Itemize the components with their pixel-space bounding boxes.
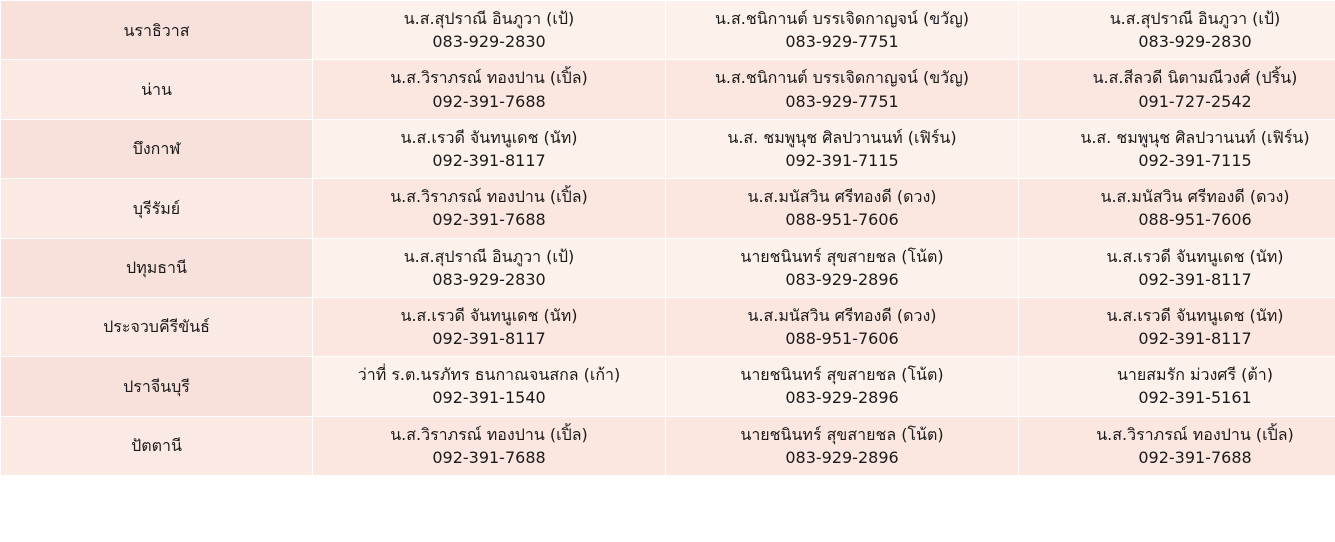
contact-name: นายชนินทร์ สุขสายชล (โน้ต) xyxy=(740,246,944,266)
contact-phone: 092-391-7115 xyxy=(1138,150,1252,170)
contact-phone: 083-929-2896 xyxy=(785,388,899,408)
contact-cell xyxy=(666,238,1019,297)
province-cell xyxy=(1,119,313,178)
table-row xyxy=(1,357,1335,416)
province-name: ประจวบคีรีขันธ์ xyxy=(103,317,210,337)
contact-phone: 088-951-7606 xyxy=(1138,210,1252,230)
contact-cell xyxy=(1019,60,1335,119)
contact-cell xyxy=(1019,357,1335,416)
contact-name: น.ส.เรวดี จันทนูเดช (นัท) xyxy=(400,305,578,325)
contact-phone: 083-929-7751 xyxy=(785,32,899,52)
province-cell xyxy=(1,179,313,238)
contact-cell xyxy=(666,1,1019,60)
contact-name: น.ส.เรวดี จันทนูเดช (นัท) xyxy=(1106,246,1284,266)
contact-cell xyxy=(313,416,666,475)
province-cell xyxy=(1,357,313,416)
contact-phone: 092-391-8117 xyxy=(432,150,546,170)
province-name: นราธิวาส xyxy=(123,20,190,40)
province-cell xyxy=(1,416,313,475)
contact-cell xyxy=(313,357,666,416)
contact-phone: 091-727-2542 xyxy=(1138,91,1252,111)
contact-name: น.ส.วิราภรณ์ ทองปาน (เปิ้ล) xyxy=(390,68,588,88)
contact-phone: 083-929-2830 xyxy=(1138,32,1252,52)
contact-phone: 092-391-7688 xyxy=(1138,447,1252,467)
contact-name: น.ส.เรวดี จันทนูเดช (นัท) xyxy=(400,127,578,147)
contact-name: น.ส.เรวดี จันทนูเดช (นัท) xyxy=(1106,305,1284,325)
province-name: น่าน xyxy=(141,79,172,99)
contact-cell xyxy=(666,119,1019,178)
contact-name: น.ส.มนัสวิน ศรีทองดี (ดวง) xyxy=(747,187,937,207)
contact-name: น.ส.วิราภรณ์ ทองปาน (เปิ้ล) xyxy=(1096,424,1294,444)
table-row xyxy=(1,416,1335,475)
contact-phone: 092-391-5161 xyxy=(1138,388,1252,408)
contact-name: น.ส.สีลวดี นิตามณีวงศ์ (ปริ้น) xyxy=(1092,68,1298,88)
contact-phone: 083-929-2830 xyxy=(432,32,546,52)
contact-name: น.ส.มนัสวิน ศรีทองดี (ดวง) xyxy=(1100,187,1290,207)
contact-phone: 092-391-8117 xyxy=(1138,269,1252,289)
contact-cell xyxy=(1019,119,1335,178)
contact-name: น.ส.ชนิกานต์ บรรเจิดกาญจน์ (ขวัญ) xyxy=(714,68,970,88)
contact-name: ว่าที่ ร.ต.นรภัทร ธนกาณจนสกล (เก้า) xyxy=(357,365,621,385)
contact-name: น.ส.วิราภรณ์ ทองปาน (เปิ้ล) xyxy=(390,424,588,444)
contact-cell xyxy=(666,297,1019,356)
contact-cell xyxy=(313,1,666,60)
contact-phone: 083-929-2896 xyxy=(785,447,899,467)
contact-phone: 088-951-7606 xyxy=(785,210,899,230)
contact-cell xyxy=(1019,238,1335,297)
contact-cell xyxy=(1019,297,1335,356)
contact-cell xyxy=(313,297,666,356)
contact-name: น.ส. ชมพูนุช ศิลปวานนท์ (เฟิร์น) xyxy=(727,127,957,147)
table-row xyxy=(1,297,1335,356)
table-row xyxy=(1,60,1335,119)
contact-cell xyxy=(313,60,666,119)
contact-cell xyxy=(666,416,1019,475)
contact-name: น.ส.วิราภรณ์ ทองปาน (เปิ้ล) xyxy=(390,187,588,207)
contact-cell xyxy=(313,119,666,178)
contact-cell xyxy=(313,179,666,238)
province-name: ปทุมธานี xyxy=(126,258,187,278)
contact-phone: 083-929-2830 xyxy=(432,269,546,289)
contact-phone: 083-929-7751 xyxy=(785,91,899,111)
province-cell xyxy=(1,1,313,60)
province-name: ปราจีนบุรี xyxy=(123,376,190,396)
province-name: บุรีรัมย์ xyxy=(132,198,181,218)
contact-cell xyxy=(666,357,1019,416)
contact-name: นายชนินทร์ สุขสายชล (โน้ต) xyxy=(740,424,944,444)
contact-name: น.ส. ชมพูนุช ศิลปวานนท์ (เฟิร์น) xyxy=(1080,127,1310,147)
contact-phone: 092-391-1540 xyxy=(432,388,546,408)
contact-phone: 092-391-8117 xyxy=(432,329,546,349)
contact-phone: 088-951-7606 xyxy=(785,329,899,349)
contact-cell xyxy=(1019,416,1335,475)
contact-phone: 083-929-2896 xyxy=(785,269,899,289)
contact-phone: 092-391-7688 xyxy=(432,210,546,230)
contact-name: น.ส.มนัสวิน ศรีทองดี (ดวง) xyxy=(747,305,937,325)
table-row xyxy=(1,179,1335,238)
contact-name: น.ส.สุปราณี อินภูวา (เป้) xyxy=(403,246,575,266)
province-name: ปัตตานี xyxy=(131,436,182,456)
contact-cell xyxy=(666,60,1019,119)
contact-name: นายชนินทร์ สุขสายชล (โน้ต) xyxy=(740,365,944,385)
table-row xyxy=(1,119,1335,178)
contact-cell xyxy=(1019,1,1335,60)
table-row xyxy=(1,1,1335,60)
contact-cell xyxy=(1019,179,1335,238)
contact-name: น.ส.สุปราณี อินภูวา (เป้) xyxy=(403,9,575,28)
province-cell xyxy=(1,297,313,356)
contact-phone: 092-391-7688 xyxy=(432,91,546,111)
contact-phone: 092-391-7688 xyxy=(432,447,546,467)
table-row xyxy=(1,238,1335,297)
contact-name: น.ส.สุปราณี อินภูวา (เป้) xyxy=(1109,9,1281,28)
contact-name: นายสมรัก ม่วงศรี (ต้า) xyxy=(1116,365,1273,385)
table-body xyxy=(1,1,1335,476)
province-cell xyxy=(1,238,313,297)
contact-cell xyxy=(666,179,1019,238)
contact-phone: 092-391-7115 xyxy=(785,150,899,170)
contact-name: น.ส.ชนิกานต์ บรรเจิดกาญจน์ (ขวัญ) xyxy=(714,9,970,28)
province-cell xyxy=(1,60,313,119)
province-name: บึงกาฬ xyxy=(132,139,181,159)
contact-phone: 092-391-8117 xyxy=(1138,329,1252,349)
contact-cell xyxy=(313,238,666,297)
